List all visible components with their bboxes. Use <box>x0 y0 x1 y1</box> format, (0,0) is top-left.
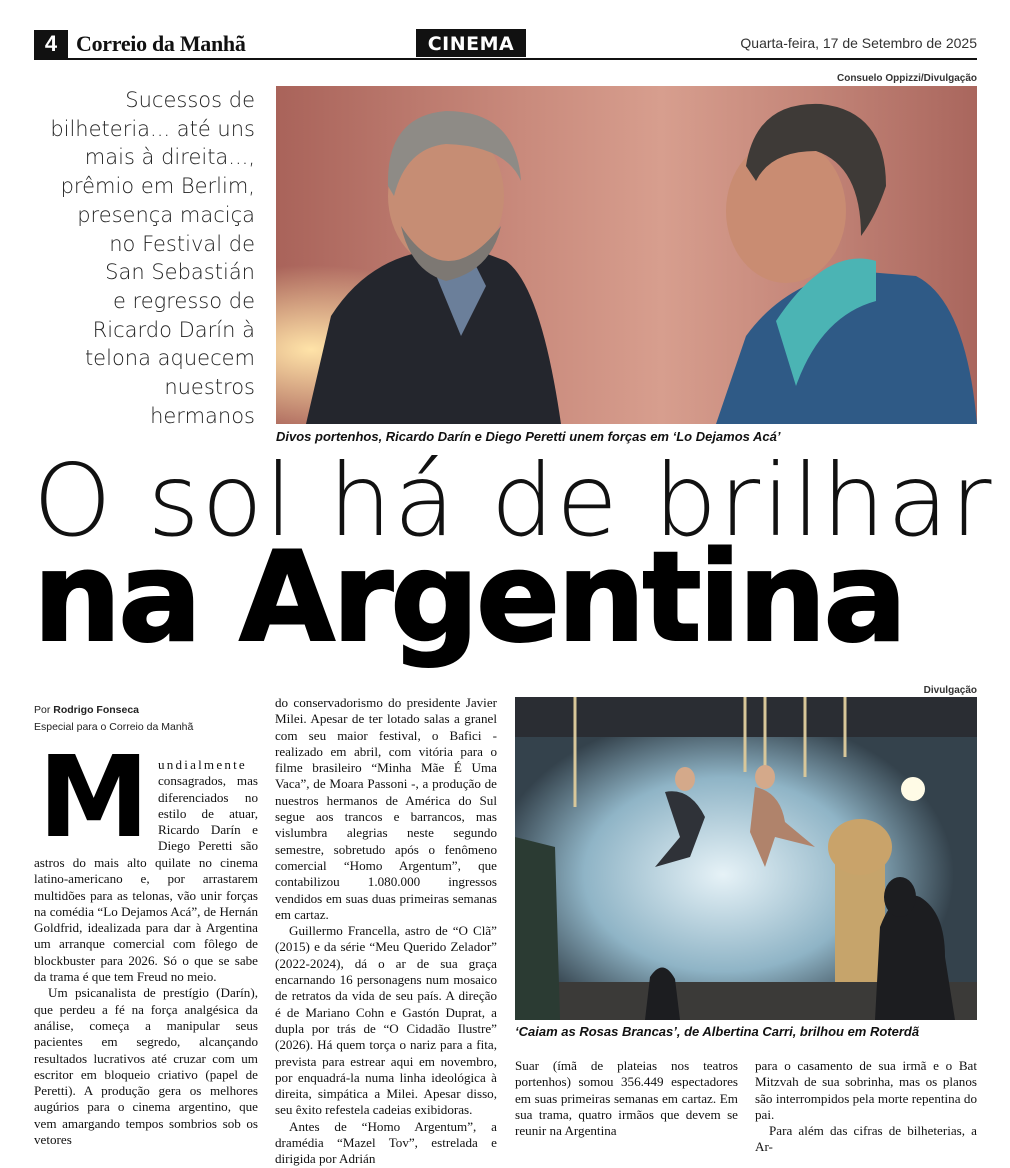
drop-line: Diego Peretti são <box>158 838 258 854</box>
paragraph: do conservadorismo do presidente Javier Milei. Apesar de ter lotado salas a granel com seu maior festival, o Bafici - realizado em abril, com vitória para o filme brasileiro “Minha Mãe É Uma Vaca”, de Moara Passoni -, a produção de nuestros hermanos de América do Sul segue aos trancos e barrancos, mas vislumbra alegrias neste segundo semestre, sobretudo após o fenômeno comercial “Homo Argentum”, que contabilizou 1.080.000 ingressos vendidos em suas duas primeiras semanas em cartaz. <box>275 695 497 922</box>
article-deck <box>40 86 255 430</box>
deck-line: nuestros <box>164 375 255 400</box>
deck-line: prêmio em Berlim, <box>60 174 255 199</box>
bottom-photo-illustration <box>515 697 977 1020</box>
article-column-1 <box>34 855 258 1148</box>
paragraph: Suar (ímã de plateias nos teatros portenhos) somou 356.449 espectadores em suas primeiras semanas em cartaz. Em sua trama, quatro irmãos que devem se reunir na Argentina <box>515 1058 738 1139</box>
top-photo-credit: Consuelo Oppizzi/Divulgação <box>836 73 977 84</box>
paragraph: Para além das cifras de bilheterias, a Ar- <box>755 1123 977 1155</box>
deck-line: presença maciça <box>77 202 255 227</box>
byline-prefix: Por <box>34 704 51 716</box>
article-column-3 <box>515 1058 738 1139</box>
top-photo <box>276 86 977 424</box>
bottom-photo-caption: ‘Caiam as Rosas Brancas’, de Albertina Carri, brilhou em Roterdã <box>515 1024 920 1039</box>
deck-line: Sucessos de <box>125 88 255 112</box>
deck-line: mais à direita..., <box>84 145 255 170</box>
article-column-4 <box>755 1058 977 1156</box>
top-photo-caption: Divos portenhos, Ricardo Darín e Diego Peretti unem forças em ‘Lo Dejamos Acá’ <box>276 429 781 444</box>
paragraph: para o casamento de sua irmã e o Bat Mitzvah de sua sobrinha, mas os planos são interrompidos pela morte repentina do pai. <box>755 1058 977 1122</box>
drop-line: undialmente <box>158 757 247 772</box>
paragraph: Guillermo Francella, astro de “O Clã” (2015) e da série “Meu Querido Zelador” (2022-2024), dá o ar de sua graça encarnando 16 personagens num mosaico de retratos da vida de seu país. A direção é de Mariano Cohn e Gastón Duprat, a dupla por trás de “O Cidadão Ilustre” (2026). Há quem torça o nariz para a fita, prevista para estrear aqui em novembro, por enquadrá-la numa linha ideológica à direita, simpática a Milei. Apesar disso, seu êxito refestela cadeias exibidoras. <box>275 923 497 1118</box>
drop-line: consagrados, mas <box>158 773 258 789</box>
byline-role: Especial para o Correio da Manhã <box>34 721 194 733</box>
headline-line2: na Argentina <box>33 526 905 670</box>
deck-line: Ricardo Darín à <box>92 317 255 342</box>
drop-cap-lines <box>158 757 258 855</box>
deck-line: bilheteria... até uns <box>50 116 255 141</box>
drop-line: diferenciados no <box>158 789 258 805</box>
drop-cap: M <box>38 733 150 863</box>
byline <box>34 704 139 716</box>
paragraph: Um psicanalista de prestígio (Darín), que perdeu a fé na força analgésica da análise, começa a manipular seus pacientes em segredo, alcançando resultados lucrativos até cruzar com um escritor em bloqueio criativo (papel de Peretti). A produção gera os melhores augúrios para o cinema argentino, que vem amargando tempos sombrios sob os vetores <box>34 985 258 1148</box>
newspaper-name: Correio da Manhã <box>76 31 246 56</box>
deck-line: telona aquecem <box>84 346 255 371</box>
deck-line: San Sebastián <box>105 260 255 285</box>
deck-line: no Festival de <box>109 231 255 256</box>
bottom-photo-credit: Divulgação <box>923 685 977 696</box>
deck-line: hermanos <box>150 403 255 428</box>
byline-author: Rodrigo Fonseca <box>53 704 140 716</box>
page-number: 4 <box>34 30 68 58</box>
paragraph: Antes de “Homo Argentum”, a dramédia “Mazel Tov”, estrelada e dirigida por Adrián <box>275 1118 497 1167</box>
drop-line: estilo de atuar, <box>158 805 258 821</box>
article-column-2 <box>275 695 497 1168</box>
bottom-photo <box>515 697 977 1020</box>
publication-date: Quarta-feira, 17 de Setembro de 2025 <box>740 35 977 51</box>
top-photo-illustration <box>276 86 977 424</box>
headline-line1: O sol há de brilhar <box>33 442 994 559</box>
paragraph: astros do mais alto quilate no cinema latino-americano e, por arrastarem multidões para as telonas, vão unir forças na comédia “Lo Dejamos Acá”, de Hernán Goldfrid, idealizada para dar à Argentina um arranque comercial com fôlego de blockbuster para 2026. Só o que se sabe da trama é que tem Freud no meio. <box>34 855 258 985</box>
header-rule <box>34 58 977 60</box>
drop-line: Ricardo Darín e <box>158 822 258 838</box>
section-tag: CINEMA <box>416 29 526 57</box>
deck-line: e regresso de <box>112 288 255 313</box>
